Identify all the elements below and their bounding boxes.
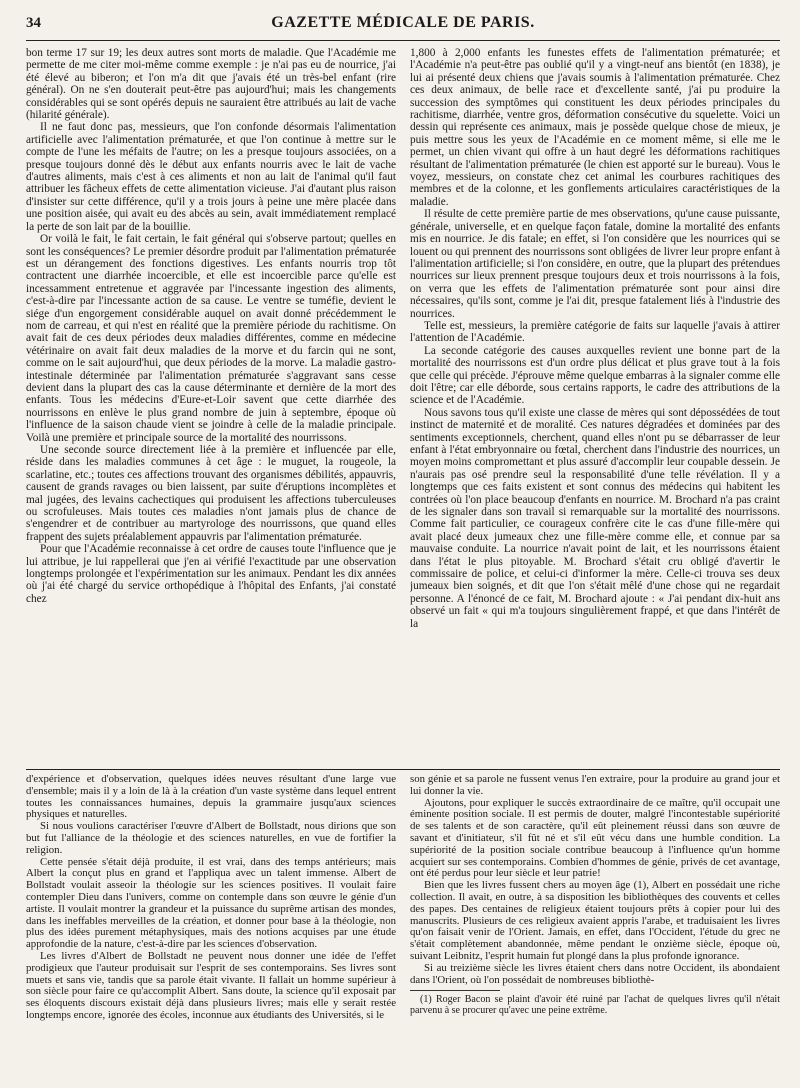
paragraph: son génie et sa parole ne fussent venus l'en extraire, pour la produire au grand jour et lui donner la vie. <box>410 774 780 797</box>
feuilleton-bottom <box>26 774 780 1074</box>
paragraph: Si au treizième siècle les livres étaient chers dans notre Occident, ils abondaient dans l'Orient, où l'on possédait de nombreuses bibliothè- <box>410 961 780 986</box>
paragraph: Cette pensée s'était déjà produite, il est vrai, dans des temps antérieurs; mais Albert la conçut plus en grand et l'appliqua avec un talent immense. Albert de Bollstadt voulait asseoir la théologie sur les sciences positives. Il voulait faire contempler Dieu dans l'univers, comme on contemple dans son œuvre le génie d'un artiste. Il voulait montrer la grandeur et la puissance du suprême artisan des mondes, dans les ineffables merveilles de la création, et donner pour base à la théologie, non plus des idées purement métaphysiques, mais des notions acquises par une étude approfondie de la nature, c'est-à-dire par les sciences d'observation. <box>26 855 396 951</box>
paragraph: d'expérience et d'observation, quelques idées neuves résultant d'une large vue d'ensemble; mais il y a loin de là à la création d'un vaste système dans lequel entrent toutes les connaissances humaines, depuis la grammaire jusqu'aux sciences physiques et naturelles. <box>26 774 396 821</box>
top-right-column <box>410 47 780 765</box>
paragraph: Bien que les livres fussent chers au moyen âge (1), Albert en possédait une riche collection. Il avait, en outre, à sa disposition les bibliothèques des couvents et celles des papes. Des centaines de religieux étaient toujours prêts à copier pour lui des manuscrits. Plusieurs de ces religieux avaient appris l'arabe, et traduisaient les livres qu'on faisait venir de l'Orient. Jamais, en effet, dans l'Occident, l'étude du grec ne s'était complètement abandonnée, même pendant le onzième siècle, époque où, suivant Leibnitz, l'esprit humain fut plongé dans la plus profonde ignorance. <box>410 879 780 962</box>
footnote: (1) Roger Bacon se plaint d'avoir été ruiné par l'achat de quelques livres qu'il n'était parvenu à se procurer qu'avec une peine extrême. <box>410 994 780 1017</box>
paragraph: Pour que l'Académie reconnaisse à cet ordre de causes toute l'influence que je lui attribue, je lui rappellerai que j'en ai vérifié l'exactitude par une observation longtemps prolongée et l'expérimentation sur les animaux. Pendant les dix années où j'ai été chargé du service orthopédique à l'hôpital des Enfants, j'ai constaté chez <box>26 543 396 605</box>
section-divider <box>26 769 780 770</box>
footnote-divider <box>410 990 500 991</box>
bottom-left-column <box>26 774 396 1074</box>
paragraph: Or voilà le fait, le fait certain, le fait général qui s'observe partout; quelles en sont les conséquences? Le premier désordre produit par l'alimentation prématurée est un dérangement des fonctions digestives. Les enfants nourris trop tôt contractent une diarrhée incoercible, et elle est incoercible parce qu'elle est incessamment entretenue et aggravée par l'incessante ingestion des aliments, c'est-à-dire par l'incessante action de sa cause. Le ventre se tuméfie, devient le siége d'un engorgement considérable auquel on avait donné précédemment le nom de carreau, et qui n'est en réalité que la première période du rachitisme. On avait fait de ces deux périodes deux maladies différentes, comme en médecine vétérinaire on avait fait deux maladies de la morve et du farcin qui ne sont, comme on le sait aujourd'hui, que deux périodes de la morve. La maladie gastro-intestinale déterminée par l'alimentation prématurée s'aggravant sans cesse devient dans la plupart des cas la cause déterminante et dernière de la mort des enfants. Tous les médecins d'Eure-et-Loir savent que cette diarrhée des nourrissons en enlève le plus grand nombre de juin à septembre, époque où l'influence de la saison chaude vient se joindre à celle de la maladie principale. Voilà une première et principale source de la mortalité des nourrissons. <box>26 233 396 444</box>
feuilleton-top <box>26 47 780 765</box>
paragraph: Si nous voulions caractériser l'œuvre d'Albert de Bollstadt, nous dirions que son but fut l'alliance de la théologie et des sciences naturelles, en vue de fortifier la religion. <box>26 820 396 856</box>
top-left-column <box>26 47 396 765</box>
paragraph: Ajoutons, pour expliquer le succès extraordinaire de ce maître, qu'il occupait une éminente position sociale. Il est permis de douter, malgré l'incontestable supériorité de ses talents et de son caractère, qu'il eût pleinement réussi dans son œuvre de savant et d'initiateur, s'il fût né et s'il eût vécu dans une humble condition. La supériorité de la position sociale contribue beaucoup à l'influence qu'un homme acquiert sur ses contemporains. Combien d'hommes de génie, privés de cet avantage, ont été perdus pour leur siècle et leur patrie! <box>410 796 780 880</box>
paragraph: Une seconde source directement liée à la première et influencée par elle, réside dans les maladies communes à cet âge : le muguet, la rougeole, la scarlatine, etc.; toutes ces affections trouvant des organismes débilités, appauvris, causent de grands ravages ou bien laissent, par suite d'éruptions incomplètes et mal jugées, des levains cachectiques qui produisent les affections tuberculeuses ou scrofuleuses. Mais toutes ces maladies n'ont jamais plus de chance de s'engendrer et de contribuer au martyrologe des nourrissons, que quand elles frappent des sujets préalablement appauvris par l'alimentation prématurée. <box>26 444 396 543</box>
paragraph: Nous savons tous qu'il existe une classe de mères qui sont dépossédées de tout instinct de maternité et de moralité. Ces natures dégradées et dominées par des sentiments exceptionnels, cherchent, quand elles n'ont pu se débarrasser de leur enfant à l'état embryonnaire ou fœtal, cherchent dans l'industrie des nourrices, un moyen moins compromettant et plus assuré d'accomplir leur coupable dessein. Je n'aurais pas osé prendre seul la responsabilité d'une telle révélation. Il y a longtemps que ces faits existent et sont connus des médecins qui habitent les contrées où l'on place beaucoup d'enfants en nourrice. M. Brochard n'a pas craint de les signaler dans son travail si remarquable sur la mortalité des nourrissons. Comme fait particulier, ce courageux confrère cite le cas d'une fille-mère qui avait placé deux jumeaux chez une fille-mère comme elle, et connue par sa mauvaise conduite. La nourrice n'avait point de lait, et les nourrissons étaient dans l'état le plus pitoyable. M. Brochard s'était cru obligé d'avertir le commissaire de police, et celui-ci d'informer la mère. Celle-ci trouva ses deux jumeaux bien soignés, et dit que l'on s'était mêlé d'une chose qui ne regardait personne. A l'énoncé de ce fait, M. Brochard ajoute : « J'ai pendant dix-huit ans observé un fait « qui m'a toujours singulièrement frappé, et que dans l'intérêt de la <box>410 406 780 630</box>
page-header <box>26 14 780 41</box>
paragraph: La seconde catégorie des causes auxquelles revient une bonne part de la mortalité des nourrissons est d'un ordre plus délicat et plus grave tout à la fois que celle qui précède. J'éprouve même quelque embarras à la signaler comme elle doit l'être; car elle déborde, sous certains rapports, le cadre des attributions de la science et de l'Académie. <box>410 344 780 407</box>
paragraph: Il résulte de cette première partie de mes observations, qu'une cause puissante, générale, universelle, et en quelque façon fatale, domine la mortalité des enfants mis en nourrice. Je dis fatale; en effet, si l'on considère que les nourrices qui se louent ou qui prennent des nourrissons sont obligées de livrer leur propre enfant à l'alimentation artificielle; si l'on considère, en outre, que la plupart des prétendues nourrices sur lieux prennent presque toujours deux et trois nourrissons à la fois, on verra que les effets de l'alimentation prématurée sont pour ainsi dire nécessaires, qu'ils sont, comme je l'ai dit, presque fatalement liés à l'industrie des nourrices. <box>410 208 780 320</box>
paragraph: bon terme 17 sur 19; les deux autres sont morts de maladie. Que l'Académie me permette de me citer moi-même comme exemple : je n'ai pas eu de nourrice, j'ai été élevé au biberon; et l'on m'a dit que j'avais été un très-bel enfant (rire général). On ne s'en douterait peut-être pas aujourd'hui; mais les changements considérables qui se sont opérés depuis ne sauraient être attribués au lait de vache (hilarité générale). <box>26 47 396 122</box>
bottom-right-column <box>410 774 780 1074</box>
paragraph: Les livres d'Albert de Bollstadt ne peuvent nous donner une idée de l'effet prodigieux que l'auteur produisait sur l'esprit de ses contemporains. Ses livres sont muets et sans vie, tandis que sa parole était vivante. Il fallait un homme supérieur à son siècle pour faire ce qu'accomplit Albert. Sans doute, la science qu'il exposait par ses éloquents discours existait déjà dans plusieurs livres; mais elle y serait restée longtemps encore, ignorée des écoles, inconnue aux étudiants des Universités, si le <box>26 949 396 1021</box>
paragraph: 1,800 à 2,000 enfants les funestes effets de l'alimentation prématurée; et l'Académie n'a peut-être pas oublié qu'il y a vingt-neuf ans bientôt (en 1838), je lui ai présenté deux chiens que j'avais soumis à l'alimentation prématurée. Chez ces deux animaux, de belle race et d'excellente santé, j'ai pu produire la succession des symptômes qui constituent les deux périodes principales du rachitisme, diarrhée, ventre gros, déformation consécutive du squelette. Voici un dessin qui représente ces animaux, mais je possède quelque chose de mieux, je puis mettre sous les yeux de l'Académie en ce moment même, si elle me le permet, un chien vivant qui offre à un haut degré les déformations rachitiques résultant de l'alimentation prématurée (le chien est apporté sur le bureau). Vous le voyez, messieurs, on constate chez cet animal les courbures rachitiques des membres et de la colonne, et les gonflements articulaires caractéristiques de la maladie. <box>410 47 780 208</box>
paragraph: Il ne faut donc pas, messieurs, que l'on confonde désormais l'alimentation artificielle avec l'alimentation prématurée, et que l'on continue à mettre sur le compte de l'une les méfaits de l'autre; on les a presque toujours associées, on a presque toujours donné dès le début aux enfants nourris avec le lait de vache d'autres aliments, mais c'est à ces aliments et non au lait de l'animal qu'il faut attribuer les fâcheux effets de cette alimentation vicieuse. J'ai d'autant plus raison d'insister sur cette différence, qu'il y a trois jours à peine une mère placée dans une position aisée, qui avait eu des abcès au sein, avait immédiatement remplacé la perte de son lait par de la bouillie. <box>26 121 396 233</box>
page-number: 34 <box>26 15 41 31</box>
journal-title: GAZETTE MÉDICALE DE PARIS. <box>271 14 535 31</box>
paragraph: Telle est, messieurs, la première catégorie de faits sur laquelle j'avais à attirer l'attention de l'Académie. <box>410 319 780 345</box>
